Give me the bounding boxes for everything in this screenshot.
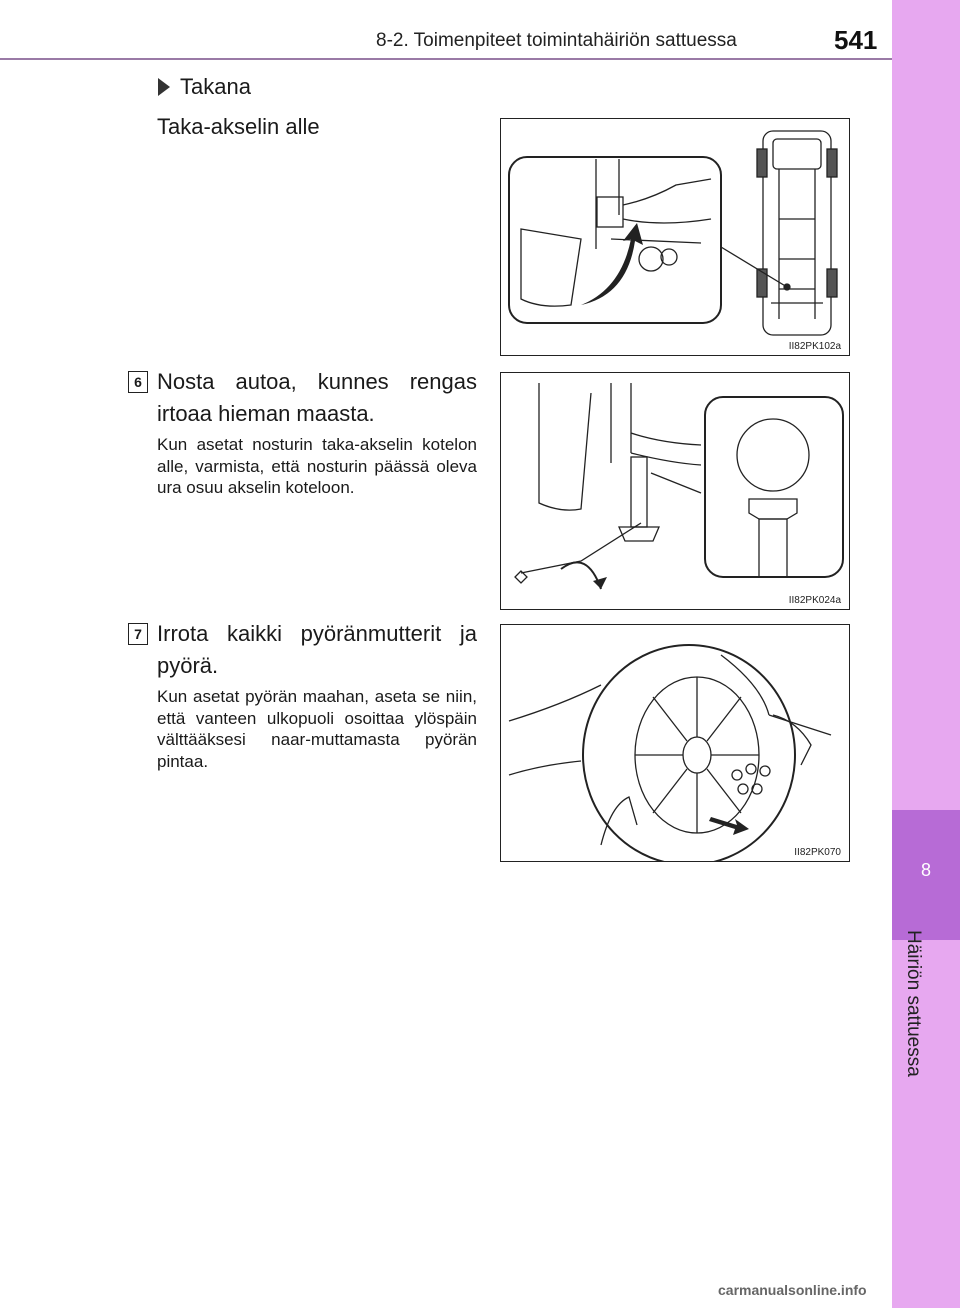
- section-title: 8-2. Toimenpiteet toimintahäiriön sattuessa: [376, 30, 737, 51]
- figure-code: II82PK102a: [788, 341, 841, 352]
- step-number-badge: 6: [128, 371, 148, 393]
- subheading-text: Taka-akselin alle: [157, 114, 320, 139]
- figure-rear-axle: [500, 118, 850, 356]
- jack-illustration: [501, 373, 849, 609]
- header-divider: [0, 58, 892, 60]
- chapter-title: Häiriön sattuessa: [903, 930, 924, 1077]
- step-note: Kun asetat nosturin taka-akselin kotelon alle, varmista, että nosturin päässä oleva ura osuu akselin koteloon.: [157, 435, 477, 497]
- watermark: carmanualsonline.info: [718, 1282, 867, 1298]
- page-number: 541: [834, 25, 878, 55]
- step-number-badge: 7: [128, 623, 148, 645]
- figure-jack-lifting: [500, 372, 850, 610]
- chapter-number: 8: [920, 860, 931, 880]
- figure-code: II82PK024a: [788, 595, 841, 606]
- subheading: Takana: [180, 74, 251, 99]
- step-title: Nosta autoa, kunnes rengas irtoaa hieman maasta.: [157, 369, 477, 426]
- step-note: Kun asetat pyörän maahan, aseta se niin, että vanteen ulkopuoli osoittaa ylöspäin välttääksesi naar-muttamasta pyörän pintaa.: [157, 687, 477, 771]
- rear-axle-illustration: [501, 119, 849, 355]
- figure-wheel-removal: [500, 624, 850, 862]
- wheel-illustration: [501, 625, 849, 861]
- chapter-tab: [892, 0, 960, 1308]
- bullet-triangle-icon: [158, 78, 170, 96]
- figure-code: II82PK070: [794, 847, 841, 858]
- step-title: Irrota kaikki pyöränmutterit ja pyörä.: [157, 621, 477, 678]
